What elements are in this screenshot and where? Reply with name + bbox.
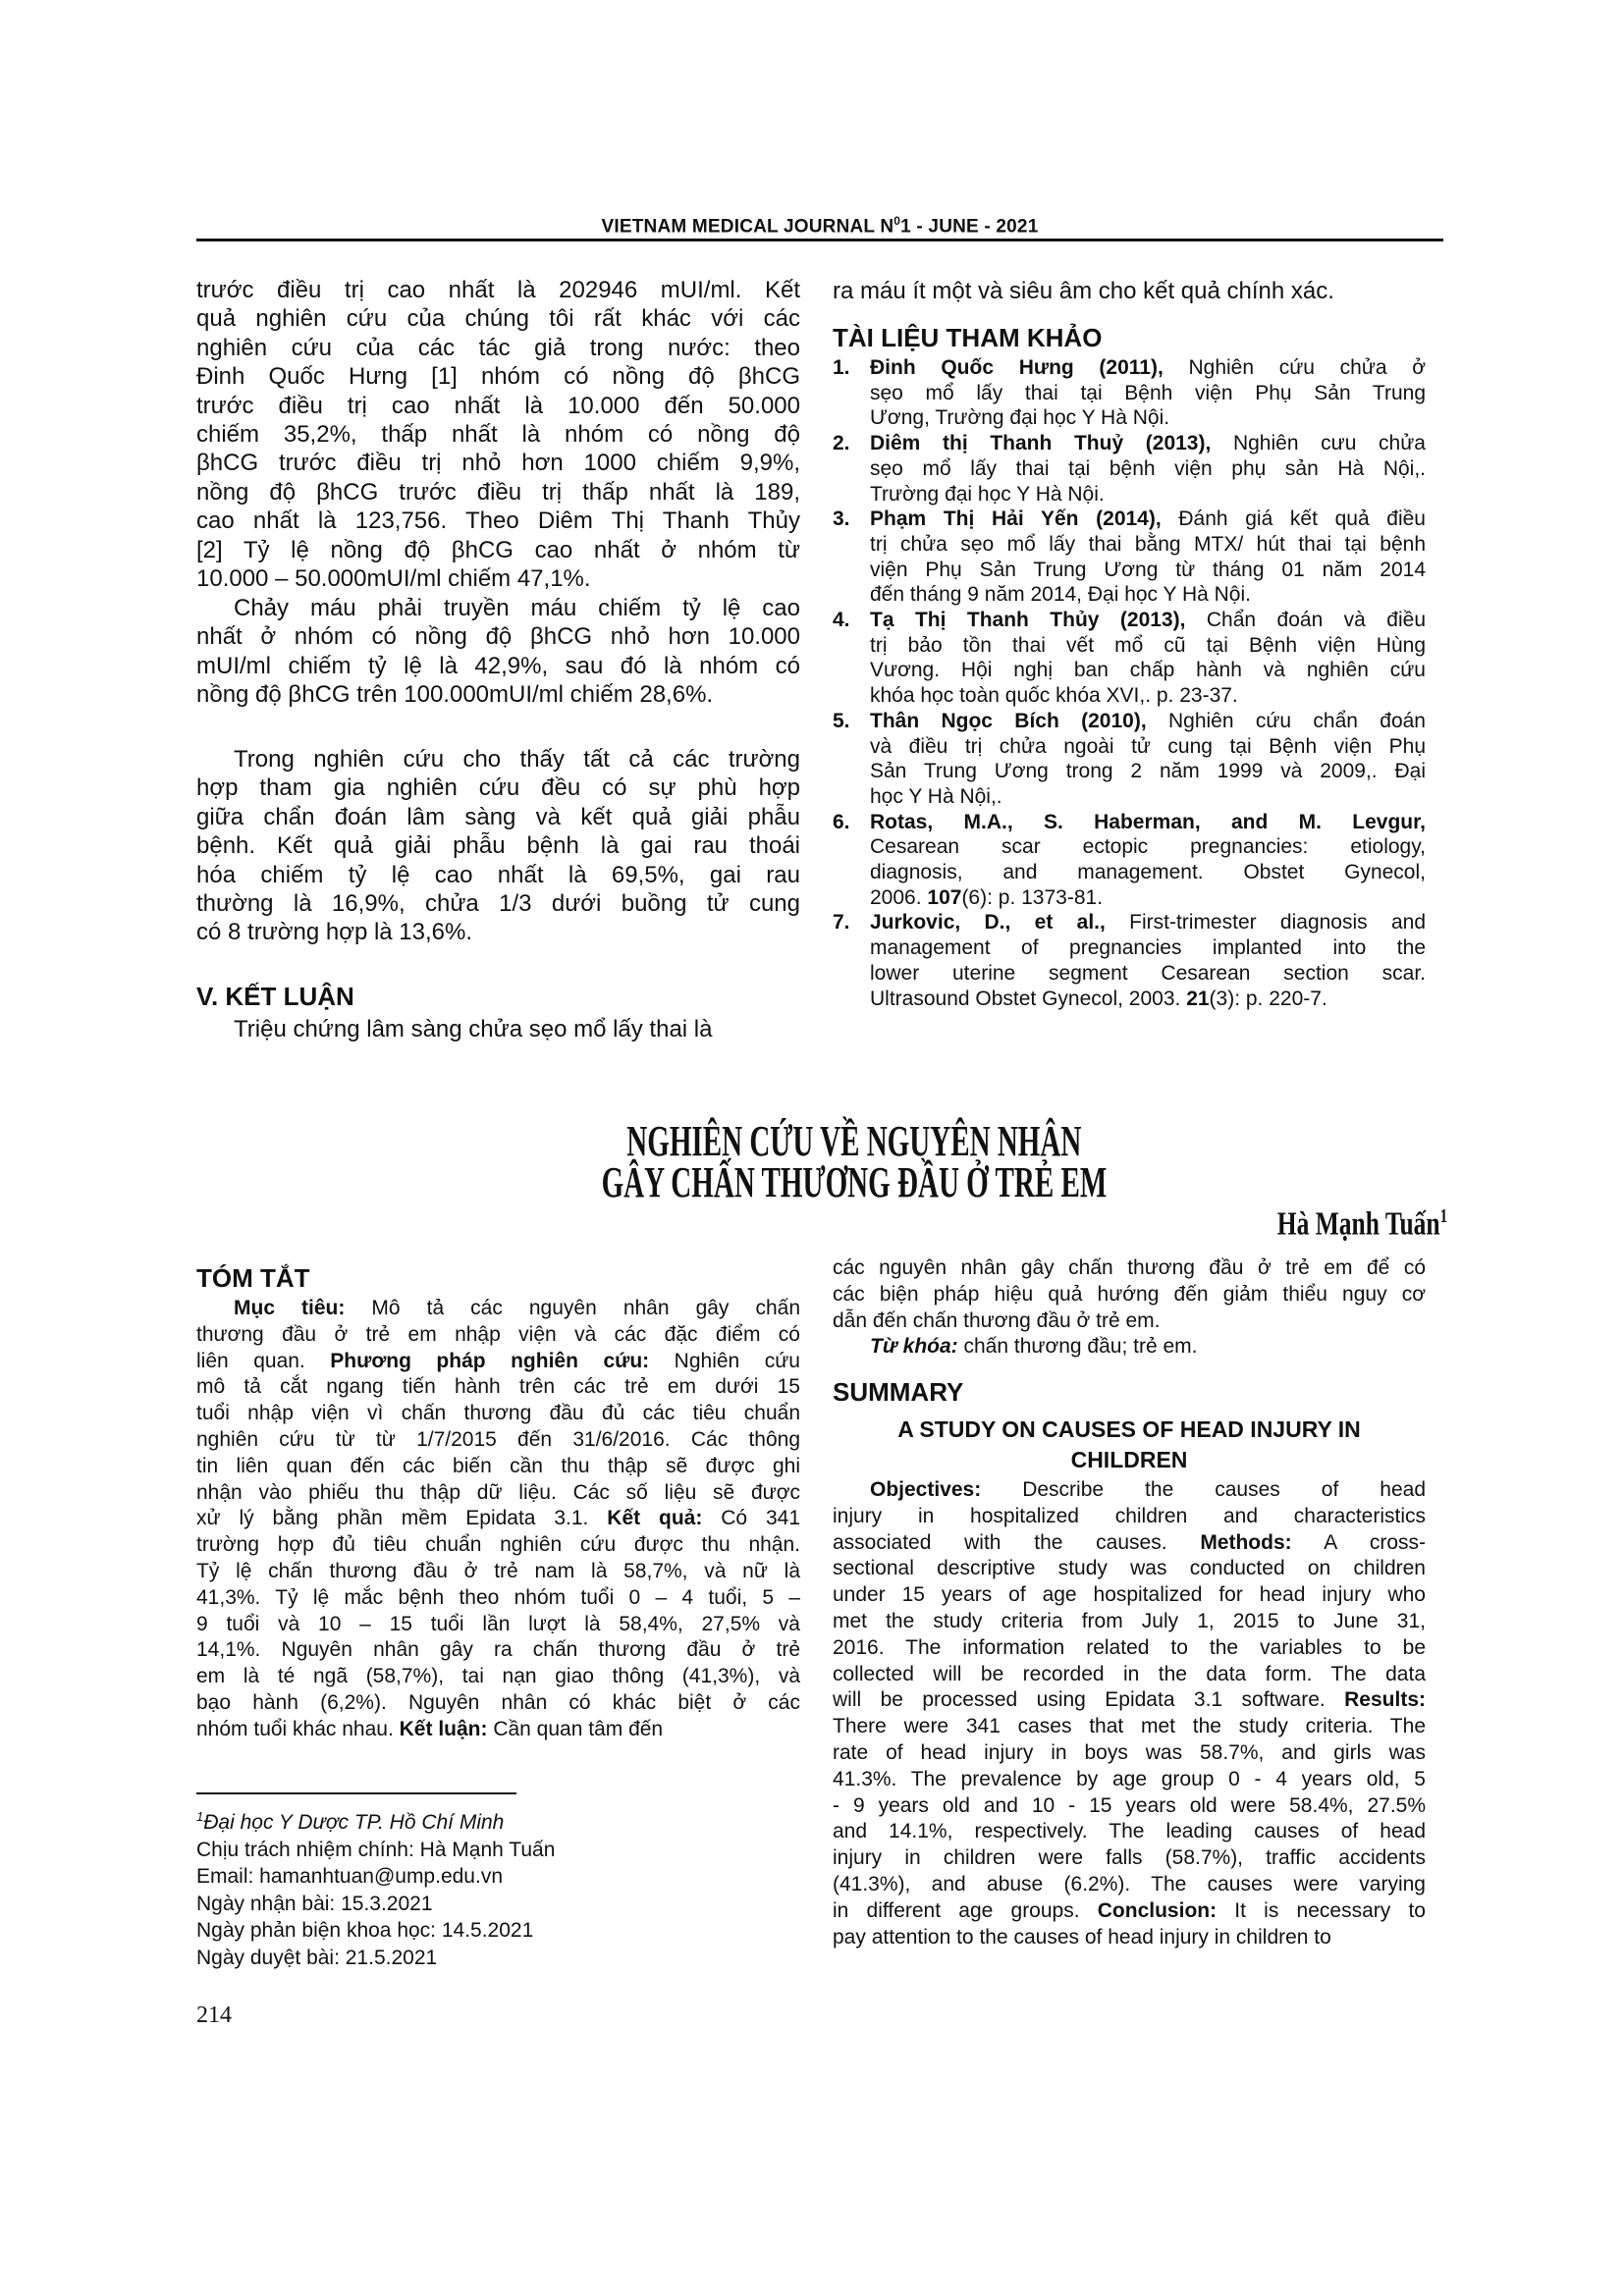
footnote-rule: [196, 1792, 516, 1794]
text-line: [870, 987, 1426, 1012]
text-run: hóa chiếm tỷ lệ cao nhất là 69,5%, gai rau: [196, 861, 800, 888]
text-line: [833, 1556, 1426, 1582]
text-line: [196, 507, 800, 535]
text-line: [196, 1585, 800, 1612]
text-run: dẫn đến chấn thương đầu ở trẻ em.: [833, 1308, 1161, 1332]
affiliation-text: Đại học Y Dược TP. Hồ Chí Minh: [203, 1811, 505, 1834]
text-run: Cần quan tâm đến: [487, 1717, 664, 1740]
text-run: Ương, Trường đại học Y Hà Nội.: [870, 406, 1170, 430]
emphasis-run: Thân Ngọc Bích (2010),: [870, 709, 1147, 732]
text-line: [196, 564, 800, 593]
text-run: - 9 years old and 10 - 15 years old were 58.4%, 27.5%: [833, 1793, 1426, 1817]
text-line: [870, 507, 1426, 532]
abstract-vietnamese-continued: [833, 1255, 1426, 1334]
text-run: First-trimester diagnosis and: [1105, 911, 1426, 934]
text-run: nhận vào phiếu thu thập dữ liệu. Các số liệu sẽ được: [196, 1480, 800, 1504]
text-line: [833, 1662, 1426, 1688]
text-run: management of pregnancies implanted into the: [870, 936, 1426, 960]
reference-item: [833, 910, 1426, 1011]
emphasis-run: Mục tiêu:: [234, 1297, 346, 1319]
text-line: [833, 1793, 1426, 1820]
emphasis-run: Kết luận:: [399, 1717, 488, 1740]
text-run: nghiên cứu của các tác giả trong nước: theo: [196, 334, 800, 361]
footnote-sup: 1: [196, 1809, 204, 1824]
text-line: [833, 1609, 1426, 1635]
text-line: [196, 1532, 800, 1559]
text-run: injury in hospitalized children and characteristics: [833, 1504, 1426, 1527]
text-line: [870, 935, 1426, 961]
text-run: Chẩn đoán và điều: [1185, 609, 1427, 632]
keywords: [833, 1334, 1426, 1361]
text-line: [196, 1296, 800, 1322]
text-line: [870, 355, 1426, 381]
text-run: mô tả cắt ngang tiến hành trên các trẻ em dưới 15: [196, 1375, 800, 1399]
emphasis-run: Objectives:: [870, 1478, 982, 1501]
text-line: [196, 276, 800, 304]
emphasis-run: Kết quả:: [607, 1507, 703, 1530]
text-line: [833, 1819, 1426, 1845]
text-run: có 8 trường hợp là 13,6%.: [196, 919, 473, 946]
text-line: [196, 392, 800, 420]
text-line: [196, 774, 800, 802]
emphasis-run: 107: [927, 885, 962, 909]
text-run: (6): p. 1373-81.: [961, 885, 1104, 909]
text-run: hợp tham gia nghiên cứu đều có sự phù hợp: [196, 774, 800, 802]
text-run: Nghiên cứu chửa ở: [1163, 356, 1427, 379]
reference-item: [833, 709, 1426, 810]
text-line: [196, 652, 800, 680]
emphasis-run: Jurkovic, D., et al.,: [870, 911, 1106, 934]
text-run: sectional descriptive study was conducted on children: [833, 1557, 1426, 1580]
text-line: [196, 1015, 800, 1043]
text-line: [870, 558, 1426, 583]
text-run: in different age groups.: [833, 1898, 1098, 1922]
reference-number: 6.: [833, 810, 850, 833]
text-run: và điều trị chửa ngoài tử cung tại Bệnh viện Phụ: [870, 734, 1426, 758]
text-run: Có 341: [702, 1507, 800, 1530]
journal-name: VIETNAM MEDICAL JOURNAL N: [601, 216, 894, 238]
text-line: [196, 1612, 800, 1638]
text-run: Nghiên cứu: [649, 1349, 800, 1372]
english-title-line: CHILDREN: [1070, 1447, 1188, 1472]
text-line: [833, 1925, 1426, 1951]
abstract-heading: TÓM TẮT: [196, 1263, 310, 1293]
text-line: [833, 1687, 1426, 1714]
paragraph: [196, 745, 800, 947]
section-heading-conclusion: V. KẾT LUẬN: [196, 982, 354, 1011]
text-line: [196, 362, 800, 391]
text-line: [833, 1898, 1426, 1925]
text-line: [833, 1845, 1426, 1872]
text-line: [833, 1872, 1426, 1898]
paragraph: [833, 277, 1426, 305]
text-line: [870, 810, 1426, 835]
text-line: [196, 889, 800, 918]
text-line: [870, 532, 1426, 558]
number-sup: 0: [893, 214, 901, 228]
paragraph: [196, 276, 800, 593]
abstract-english: [833, 1477, 1426, 1950]
text-run: trước điều trị cao nhất là 202946 mUI/ml. Kết: [196, 277, 800, 303]
reference-item: [833, 810, 1426, 911]
text-run: sẹo mổ lấy thai tại Bệnh viện Phụ Sản Trung: [870, 381, 1426, 404]
reference-number: 5.: [833, 709, 850, 732]
text-run: Mô tả các nguyên nhân gây chấn: [345, 1297, 800, 1319]
title-line: NGHIÊN CỨU VỀ NGUYÊN NHÂN: [626, 1117, 1082, 1165]
text-line: [833, 1714, 1426, 1740]
text-run: Triệu chứng lâm sàng chửa sẹo mổ lấy thai là: [234, 1016, 713, 1042]
reference-number: 3.: [833, 507, 850, 531]
text-line: [870, 381, 1426, 406]
text-run: Trong nghiên cứu cho thấy tất cả các trường: [234, 746, 800, 773]
english-title: [833, 1415, 1426, 1475]
text-run: 10.000 – 50.000mUI/ml chiếm 47,1%.: [196, 565, 591, 593]
text-line: [870, 709, 1426, 734]
footnote-reviewed: Ngày phản biện khoa học: 14.5.2021: [196, 1919, 534, 1942]
text-line: [870, 658, 1426, 683]
text-run: Nghiên cưu chửa: [1211, 432, 1426, 455]
footnotes: [196, 1803, 555, 1971]
text-line: [196, 918, 800, 946]
text-run: nồng độ βhCG trên 100.000mUI/ml chiếm 28,6%.: [196, 681, 714, 709]
reference-number: 1.: [833, 356, 850, 379]
text-line: [833, 1767, 1426, 1793]
text-line: [196, 745, 800, 774]
footnote-affiliation: [196, 1803, 555, 1837]
text-line: [833, 1477, 1426, 1504]
text-line: [870, 734, 1426, 760]
text-line: [196, 680, 800, 709]
text-run: diagnosis, and management. Obstet Gynecol,: [870, 861, 1426, 884]
text-line: [833, 1255, 1426, 1282]
text-line: [196, 861, 800, 889]
text-run: Tỷ lệ chấn thương đầu ở trẻ nam là 58,7%, và nữ là: [196, 1559, 800, 1582]
journal-issue: 1 - JUNE - 2021: [900, 216, 1039, 238]
text-run: Nghiên cứu chẩn đoán: [1146, 709, 1426, 732]
paragraph: [196, 1015, 800, 1043]
text-run: tuổi nhập viện vì chấn thương đầu đủ các tiêu chuẩn: [196, 1402, 800, 1425]
text-run: under 15 years of age hospitalized for head injury who: [833, 1583, 1426, 1607]
text-line: [870, 961, 1426, 987]
text-line: [196, 594, 800, 622]
text-run: bạo hành (6,2%). Nguyên nhân có khác biệt ở các: [196, 1690, 800, 1714]
text-run: associated with the causes.: [833, 1530, 1201, 1554]
text-line: [196, 1401, 800, 1427]
abstract-vietnamese: [196, 1296, 800, 1743]
text-run: thường là 16,9%, chửa 1/3 dưới buồng tử cung: [196, 890, 800, 918]
summary-heading: SUMMARY: [833, 1377, 964, 1407]
text-line: [196, 420, 800, 449]
text-line: [196, 622, 800, 651]
text-line: [870, 482, 1426, 507]
text-run: (41.3%), and abuse (6.2%). The causes were varying: [833, 1872, 1426, 1896]
text-line: [196, 1480, 800, 1507]
text-run: βhCG trước điều trị nhỏ hơn 1000 chiếm 9,9%,: [196, 450, 800, 477]
reference-item: [833, 355, 1426, 431]
reference-number: 2.: [833, 432, 850, 455]
text-run: trường hợp đủ tiêu chuẩn nghiên cứu được thu nhận.: [196, 1533, 800, 1557]
text-run: nhất ở nhóm có nồng độ βhCG nhỏ hơn 10.000: [196, 623, 800, 651]
text-run: collected will be recorded in the data form. The data: [833, 1662, 1426, 1685]
text-line: [196, 1454, 800, 1480]
text-line: [870, 405, 1426, 431]
emphasis-run: 21: [1186, 987, 1210, 1010]
text-run: liên quan.: [196, 1349, 331, 1372]
page-number: 214: [196, 2002, 232, 2028]
reference-number: 7.: [833, 911, 850, 934]
text-line: [196, 1506, 800, 1532]
text-run: trị chửa sẹo mổ lấy thai bằng MTX/ hút thai tại bệnh: [870, 532, 1426, 556]
paragraph: [196, 594, 800, 710]
text-line: [196, 1717, 800, 1743]
text-run: học Y Hà Nội,.: [870, 784, 1002, 808]
text-run: đến tháng 9 năm 2014, Đại học Y Hà Nội.: [870, 583, 1251, 607]
author-sup: 1: [1439, 1205, 1447, 1227]
text-run: injury in children were falls (58.7%), traffic accidents: [833, 1846, 1426, 1870]
text-run: xử lý bằng phần mềm Epidata 3.1.: [196, 1507, 608, 1530]
text-line: [196, 1374, 800, 1401]
emphasis-run: Methods:: [1200, 1530, 1292, 1554]
text-run: and 14.1%, respectively. The leading causes of head: [833, 1820, 1426, 1843]
text-run: Describe the causes of head: [981, 1478, 1426, 1501]
text-run: will be processed using Epidata 3.1 software.: [833, 1688, 1345, 1712]
text-run: tin liên quan đến các biến cần thu thập sẽ được ghi: [196, 1454, 800, 1477]
text-run: 14,1%. Nguyên nhân gây ra chấn thương đầu ở trẻ: [196, 1638, 800, 1662]
text-run: There were 341 cases that met the study criteria. The: [833, 1715, 1426, 1738]
text-run: [2] Tỷ lệ nồng độ βhCG cao nhất ở nhóm từ: [196, 536, 800, 563]
text-line: [833, 1504, 1426, 1530]
text-line: [196, 536, 800, 564]
text-line: [870, 633, 1426, 659]
text-line: [196, 831, 800, 860]
text-run: Sản Trung Ương trong 2 năm 1999 và 2009,. Đại: [870, 760, 1426, 783]
text-run: các biện pháp hiệu quả hướng đến giảm thiểu nguy cơ: [833, 1282, 1426, 1306]
text-line: [870, 456, 1426, 482]
emphasis-run: Phạm Thị Hải Yến (2014),: [870, 507, 1162, 531]
text-line: [870, 582, 1426, 608]
reference-item: [833, 431, 1426, 507]
reference-item: [833, 608, 1426, 709]
text-line: [833, 1282, 1426, 1308]
text-run: các nguyên nhân gây chấn thương đầu ở trẻ em để có: [833, 1256, 1426, 1279]
text-run: Cesarean scar ectopic pregnancies: etiology,: [870, 835, 1426, 859]
text-run: sẹo mổ lấy thai tại bệnh viện phụ sản Hà Nội,.: [870, 456, 1426, 480]
english-title-line: A STUDY ON CAUSES OF HEAD INJURY IN: [897, 1416, 1361, 1442]
text-run: cao nhất là 123,756. Theo Diêm Thị Thanh Thủy: [196, 507, 800, 535]
emphasis-run: Từ khóa:: [870, 1335, 958, 1358]
text-run: Vương. Hội nghị ban chấp hành và nghiên cứu: [870, 659, 1426, 682]
emphasis-run: Đinh Quốc Hưng (2011),: [870, 356, 1164, 379]
text-run: rate of head injury in boys was 58.7%, and girls was: [833, 1740, 1426, 1764]
text-run: lower uterine segment Cesarean section scar.: [870, 961, 1426, 985]
text-line: [196, 1349, 800, 1375]
text-line: [196, 1427, 800, 1454]
text-run: Đánh giá kết quả điều: [1161, 507, 1426, 531]
text-line: [196, 478, 800, 507]
text-line: [196, 1322, 800, 1349]
reference-number: 4.: [833, 609, 850, 632]
footnote-responsible: Chịu trách nhiệm chính: Hà Mạnh Tuấn: [196, 1838, 556, 1861]
text-run: chiếm 35,2%, thấp nhất là nhóm có nồng độ: [196, 421, 800, 449]
footnote-accepted: Ngày duyệt bài: 21.5.2021: [196, 1946, 438, 1969]
text-run: viện Phụ Sản Trung Ương từ tháng 01 năm 2014: [870, 558, 1426, 581]
text-line: [833, 1530, 1426, 1557]
reference-item: [833, 507, 1426, 608]
article-title: [0, 1117, 1624, 1206]
text-run: Ultrasound Obstet Gynecol, 2003.: [870, 987, 1187, 1010]
text-run: nhóm tuổi khác nhau.: [196, 1717, 400, 1740]
text-line: [833, 1740, 1426, 1767]
text-run: 2016. The information related to the variables to be: [833, 1635, 1426, 1659]
emphasis-run: Diêm thị Thanh Thuỷ (2013),: [870, 432, 1212, 455]
text-line: [196, 449, 800, 477]
text-line: [833, 277, 1426, 305]
author-name: Hà Mạnh Tuấn: [1276, 1205, 1440, 1243]
text-line: [870, 608, 1426, 633]
text-line: [196, 1637, 800, 1664]
text-run: 41.3%. The prevalence by age group 0 - 4 years old, 5: [833, 1767, 1426, 1790]
text-run: quả nghiên cứu của chúng tôi rất khác với các: [196, 305, 800, 333]
emphasis-run: Conclusion:: [1097, 1898, 1218, 1922]
text-line: [870, 431, 1426, 456]
text-run: em là té ngã (58,7%), tai nạn giao thông (41,3%), và: [196, 1665, 800, 1688]
text-line: [870, 885, 1426, 911]
text-run: Đinh Quốc Hưng [1] nhóm có nồng độ βhCG: [196, 363, 800, 391]
text-run: It is necessary to: [1217, 1898, 1426, 1922]
text-run: ra máu ít một và siêu âm cho kết quả chính xác.: [833, 278, 1334, 304]
text-run: trị bảo tồn thai vết mổ cũ tại Bệnh viện Hùng: [870, 633, 1426, 657]
text-run: khóa học toàn quốc khóa XVI,. p. 23-37.: [870, 684, 1238, 708]
references-list: [833, 355, 1426, 1011]
text-run: thương đầu ở trẻ em nhập viện và các đặc điểm có: [196, 1322, 800, 1346]
text-line: [196, 803, 800, 831]
text-line: [196, 1664, 800, 1690]
text-line: [870, 683, 1426, 709]
text-run: 9 tuổi và 10 – 15 tuổi lần lượt là 58,4%, 27,5% và: [196, 1612, 800, 1635]
header-rule: [196, 239, 1443, 241]
text-run: trước điều trị cao nhất là 10.000 đến 50.000: [196, 392, 800, 419]
text-line: [196, 1559, 800, 1585]
emphasis-run: Tạ Thị Thanh Thủy (2013),: [870, 609, 1186, 632]
author: [1277, 1205, 1447, 1243]
text-line: [833, 1334, 1426, 1361]
text-line: [870, 784, 1426, 810]
text-line: [870, 910, 1426, 935]
text-run: Trường đại học Y Hà Nội.: [870, 482, 1105, 506]
footnote-received: Ngày nhận bài: 15.3.2021: [196, 1892, 433, 1915]
text-run: chấn thương đầu; trẻ em.: [957, 1335, 1198, 1358]
text-run: giữa chẩn đoán lâm sàng và kết quả giải phẫu: [196, 803, 800, 830]
running-header: [196, 214, 1443, 238]
emphasis-run: Phương pháp nghiên cứu:: [330, 1349, 650, 1372]
text-run: 41,3%. Tỷ lệ mắc bệnh theo nhóm tuổi 0 – 4 tuổi, 5 –: [196, 1585, 800, 1609]
text-line: [196, 1690, 800, 1717]
text-run: 2006.: [870, 885, 928, 909]
text-line: [870, 860, 1426, 885]
text-run: (3): p. 220-7.: [1209, 987, 1327, 1010]
text-run: bệnh. Kết quả giải phẫu bệnh là gai rau thoái: [196, 832, 800, 860]
text-line: [196, 334, 800, 362]
text-run: nồng độ βhCG trước điều trị thấp nhất là 189,: [196, 478, 800, 506]
text-line: [870, 834, 1426, 860]
emphasis-run: Rotas, M.A., S. Haberman, and M. Levgur,: [870, 810, 1426, 833]
text-line: [833, 1635, 1426, 1662]
text-run: nghiên cứu từ từ 1/7/2015 đến 31/6/2016. Các thông: [196, 1427, 800, 1451]
title-line: GÂY CHẤN THƯƠNG ĐẦU Ở TRẺ EM: [601, 1158, 1108, 1206]
text-run: Chảy máu phải truyền máu chiếm tỷ lệ cao: [234, 595, 800, 621]
text-line: [833, 1308, 1426, 1335]
text-line: [196, 304, 800, 333]
emphasis-run: Results:: [1344, 1688, 1426, 1712]
text-line: [833, 1582, 1426, 1609]
text-run: mUI/ml chiếm tỷ lệ là 42,9%, sau đó là nhóm có: [196, 652, 800, 679]
text-run: pay attention to the causes of head injury in children to: [833, 1925, 1331, 1949]
references-heading: TÀI LIỆU THAM KHẢO: [833, 323, 1103, 352]
text-run: A cross-: [1291, 1530, 1426, 1554]
text-line: [870, 759, 1426, 784]
text-run: met the study criteria from July 1, 2015 to June 31,: [833, 1609, 1426, 1632]
footnote-email[interactable]: Email: hamanhtuan@ump.edu.vn: [196, 1865, 503, 1888]
